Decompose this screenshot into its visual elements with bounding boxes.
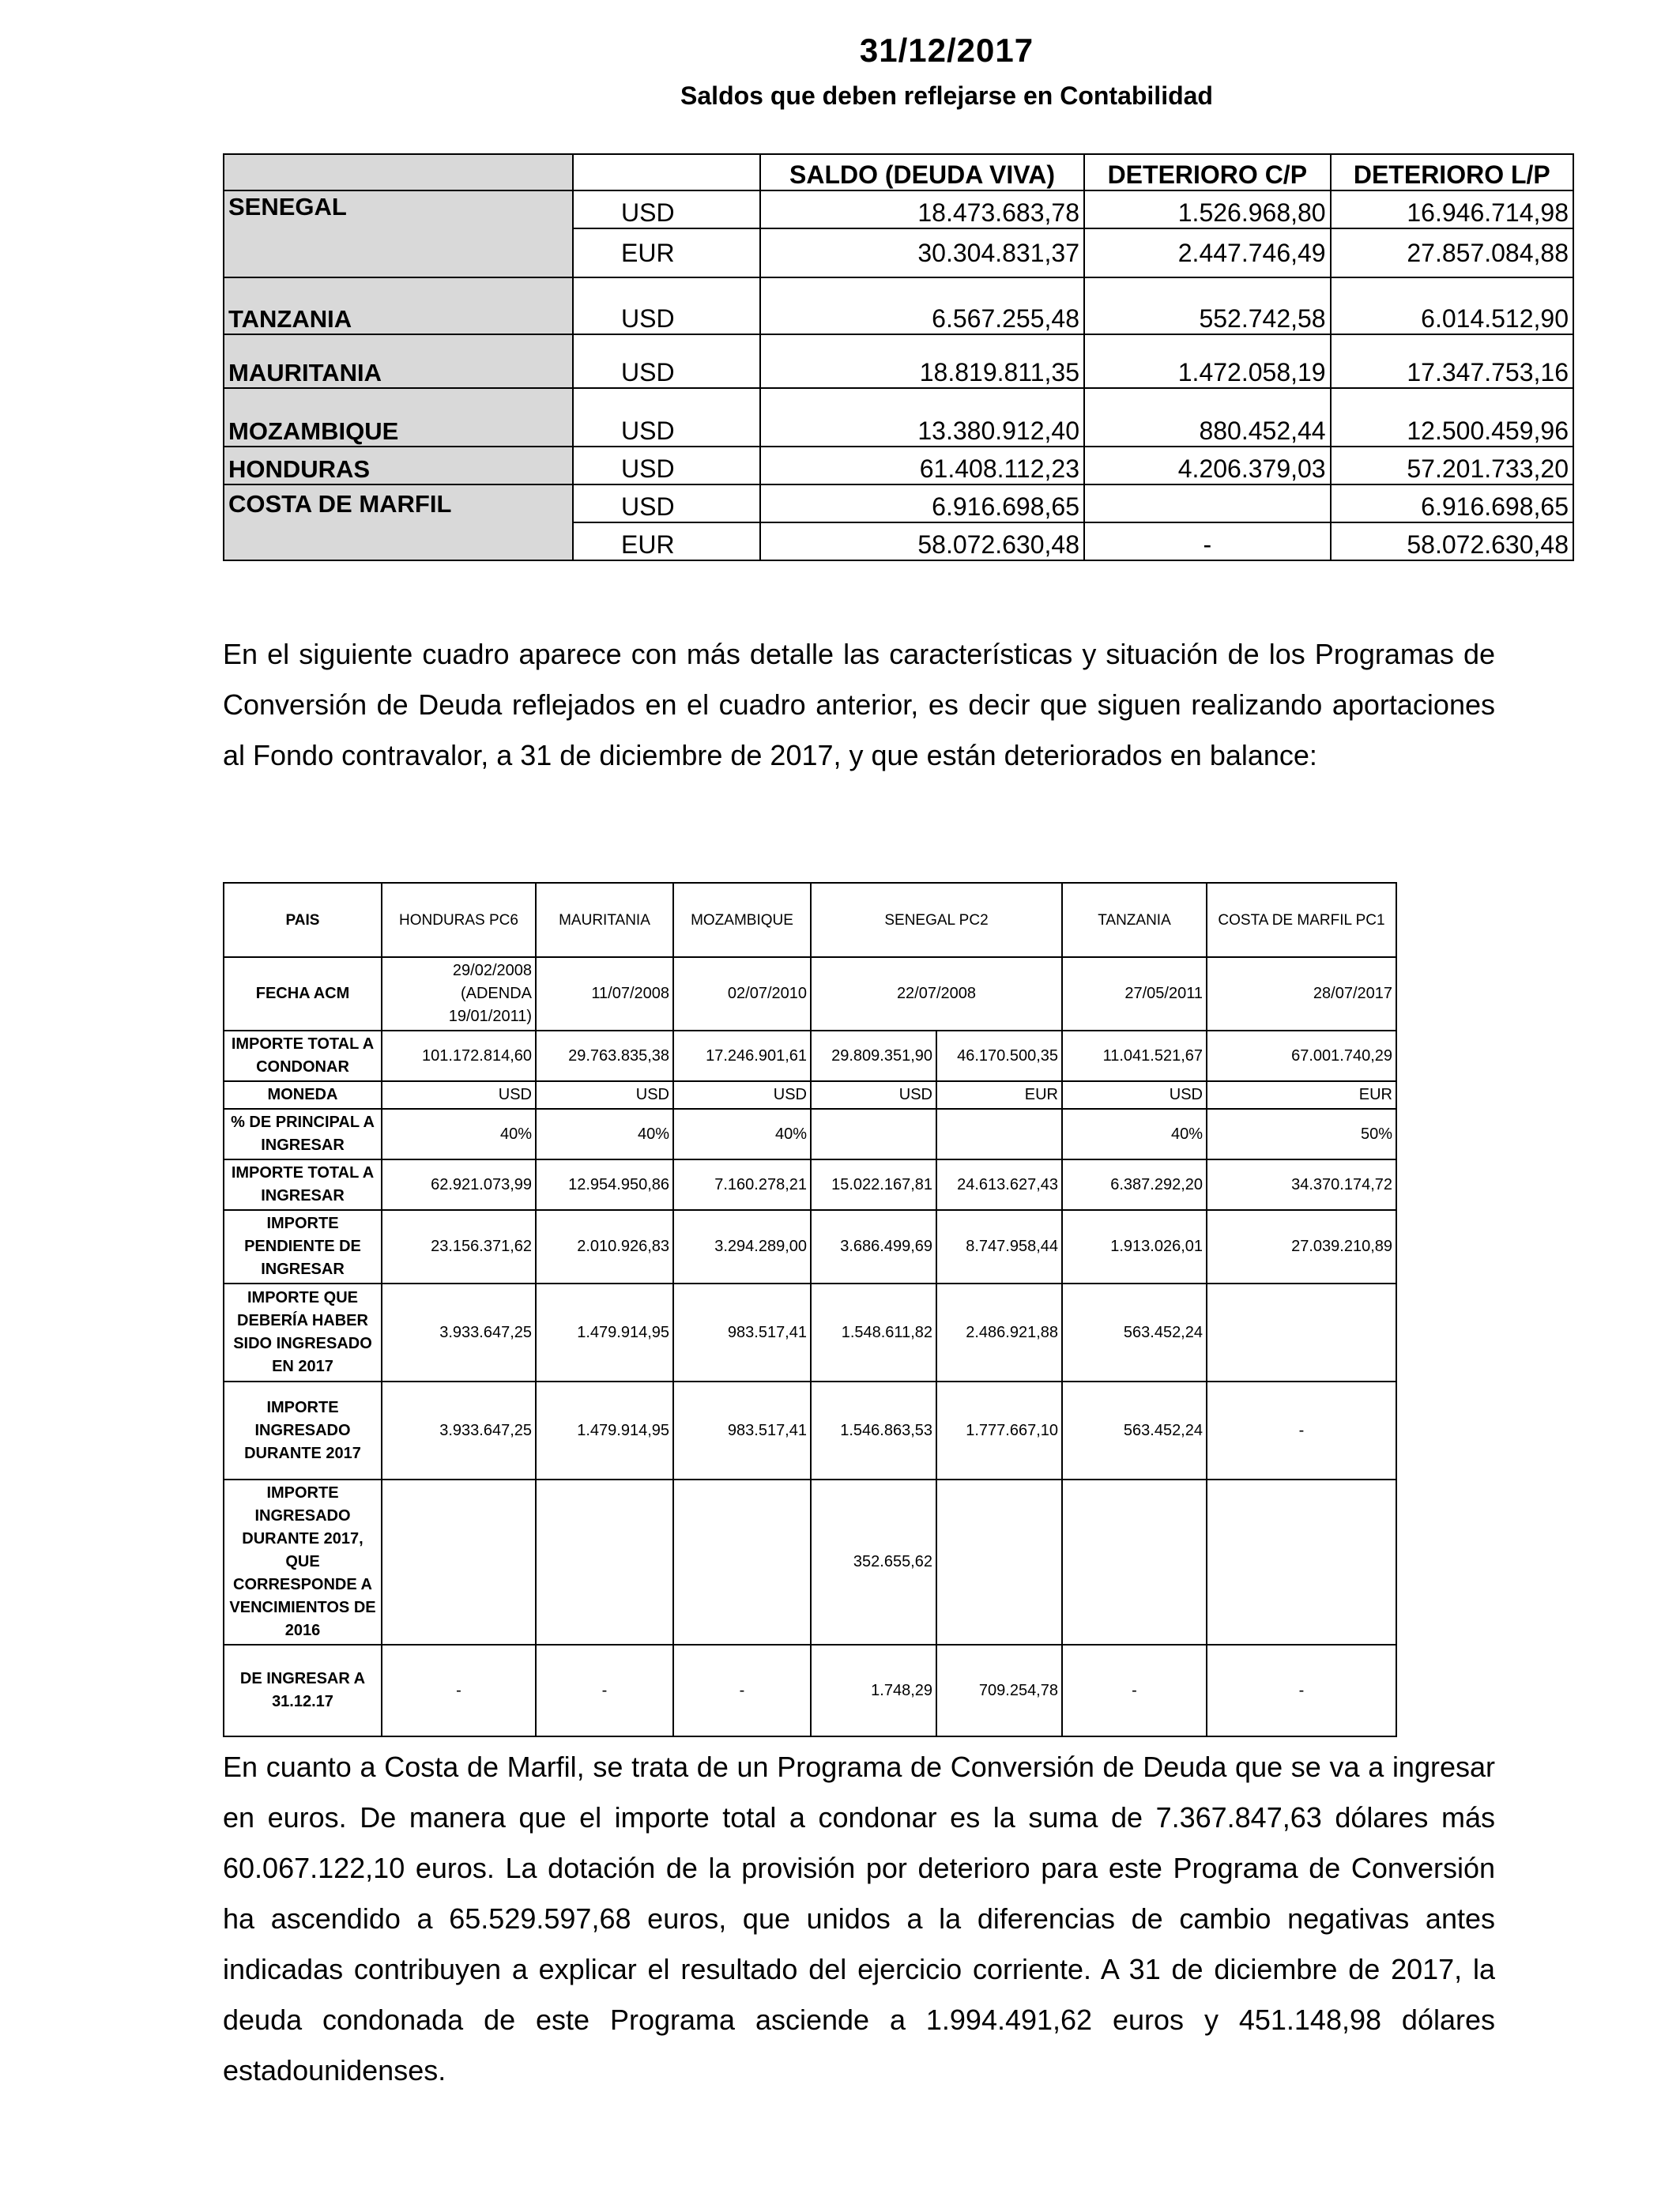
saldo-cell: 61.408.112,23 bbox=[760, 447, 1084, 484]
paragraph-intro-text: En el siguiente cuadro aparece con más detalle las características y situación de los Programas de Conversión de Deuda reflejados en el cuadro anterior, es decir que siguen realizando aportaciones al Fondo contravalor, a 31 de diciembre de 2017, y que están deteriorados en balance: bbox=[223, 638, 1495, 771]
detail-row bbox=[224, 1210, 1396, 1284]
lp-cell: 17.347.753,16 bbox=[1331, 334, 1573, 388]
fecha-mozambique: 02/07/2010 bbox=[673, 957, 811, 1031]
summary-header-blank2 bbox=[573, 154, 760, 190]
detail-cell: USD bbox=[811, 1081, 936, 1109]
detail-cell bbox=[936, 1480, 1062, 1645]
detail-cell bbox=[673, 1480, 811, 1645]
detail-cell: 2.010.926,83 bbox=[536, 1210, 673, 1284]
detail-cell: - bbox=[1062, 1645, 1207, 1736]
detail-row bbox=[224, 1159, 1396, 1210]
detail-cell: 11.041.521,67 bbox=[1062, 1031, 1207, 1081]
currency-cell: USD bbox=[573, 190, 760, 228]
row-label: IMPORTE TOTAL A INGRESAR bbox=[224, 1159, 382, 1210]
row-label: % DE PRINCIPAL A INGRESAR bbox=[224, 1109, 382, 1159]
fecha-tanzania: 27/05/2011 bbox=[1062, 957, 1207, 1031]
detail-cell: 29.763.835,38 bbox=[536, 1031, 673, 1081]
detail-cell: 2.486.921,88 bbox=[936, 1284, 1062, 1382]
detail-header-row bbox=[224, 883, 1396, 957]
lp-cell: 6.916.698,65 bbox=[1331, 484, 1573, 522]
detail-cell: 6.387.292,20 bbox=[1062, 1159, 1207, 1210]
row-label: IMPORTE TOTAL A CONDONAR bbox=[224, 1031, 382, 1081]
detail-cell: 352.655,62 bbox=[811, 1480, 936, 1645]
detail-cell: 3.294.289,00 bbox=[673, 1210, 811, 1284]
cp-cell bbox=[1084, 484, 1331, 522]
detail-row bbox=[224, 1480, 1396, 1645]
saldo-cell: 13.380.912,40 bbox=[760, 388, 1084, 447]
detail-cell: 40% bbox=[673, 1109, 811, 1159]
row-label: IMPORTE INGRESADO DURANTE 2017, QUE CORRESPONDE A VENCIMIENTOS DE 2016 bbox=[224, 1480, 382, 1645]
summary-header-cp: DETERIORO C/P bbox=[1084, 154, 1331, 190]
detail-cell: EUR bbox=[936, 1081, 1062, 1109]
fecha-honduras: 29/02/2008 (ADENDA 19/01/2011) bbox=[382, 957, 536, 1031]
detail-cell: - bbox=[673, 1645, 811, 1736]
detail-cell: 709.254,78 bbox=[936, 1645, 1062, 1736]
detail-cell: USD bbox=[1062, 1081, 1207, 1109]
detail-cell: 12.954.950,86 bbox=[536, 1159, 673, 1210]
detail-cell: 101.172.814,60 bbox=[382, 1031, 536, 1081]
detail-cell: 34.370.174,72 bbox=[1207, 1159, 1396, 1210]
paragraph-intro bbox=[223, 629, 1495, 781]
detail-cell: 15.022.167,81 bbox=[811, 1159, 936, 1210]
saldo-cell: 30.304.831,37 bbox=[760, 228, 1084, 277]
row-label: IMPORTE QUE DEBERÍA HABER SIDO INGRESADO EN 2017 bbox=[224, 1284, 382, 1382]
summary-row-costa-usd bbox=[224, 484, 1573, 522]
detail-cell bbox=[1062, 1480, 1207, 1645]
cp-cell: 1.526.968,80 bbox=[1084, 190, 1331, 228]
lp-cell: 16.946.714,98 bbox=[1331, 190, 1573, 228]
detail-cell: 1.479.914,95 bbox=[536, 1284, 673, 1382]
detail-cell: 23.156.371,62 bbox=[382, 1210, 536, 1284]
detail-cell: 62.921.073,99 bbox=[382, 1159, 536, 1210]
currency-cell: USD bbox=[573, 277, 760, 334]
detail-cell bbox=[1207, 1480, 1396, 1645]
detail-cell: USD bbox=[382, 1081, 536, 1109]
paragraph-costa bbox=[223, 1742, 1495, 2096]
currency-cell: USD bbox=[573, 334, 760, 388]
summary-header-saldo: SALDO (DEUDA VIVA) bbox=[760, 154, 1084, 190]
detail-cell: 40% bbox=[382, 1109, 536, 1159]
fecha-senegal: 22/07/2008 bbox=[811, 957, 1062, 1031]
country-label: COSTA DE MARFIL bbox=[224, 484, 573, 560]
cp-cell: 4.206.379,03 bbox=[1084, 447, 1331, 484]
detail-cell: 24.613.627,43 bbox=[936, 1159, 1062, 1210]
header-mozambique: MOZAMBIQUE bbox=[673, 883, 811, 957]
detail-cell: 1.748,29 bbox=[811, 1645, 936, 1736]
detail-cell: 8.747.958,44 bbox=[936, 1210, 1062, 1284]
country-label: TANZANIA bbox=[224, 277, 573, 334]
summary-header-row bbox=[224, 154, 1573, 190]
summary-table bbox=[223, 153, 1574, 561]
cp-cell: 2.447.746,49 bbox=[1084, 228, 1331, 277]
detail-row bbox=[224, 1645, 1396, 1736]
detail-cell: 46.170.500,35 bbox=[936, 1031, 1062, 1081]
detail-cell: 1.479.914,95 bbox=[536, 1382, 673, 1480]
currency-cell: USD bbox=[573, 447, 760, 484]
cp-cell: 552.742,58 bbox=[1084, 277, 1331, 334]
page-title: 31/12/2017 bbox=[859, 32, 1034, 69]
summary-row-mozambique bbox=[224, 388, 1573, 447]
detail-cell: 563.452,24 bbox=[1062, 1284, 1207, 1382]
detail-cell bbox=[536, 1480, 673, 1645]
detail-row bbox=[224, 1382, 1396, 1480]
country-label: HONDURAS bbox=[224, 447, 573, 484]
lp-cell: 27.857.084,88 bbox=[1331, 228, 1573, 277]
header-mauritania: MAURITANIA bbox=[536, 883, 673, 957]
detail-row-fecha bbox=[224, 957, 1396, 1031]
header-tanzania: TANZANIA bbox=[1062, 883, 1207, 957]
currency-cell: USD bbox=[573, 484, 760, 522]
saldo-cell: 6.916.698,65 bbox=[760, 484, 1084, 522]
summary-row-honduras bbox=[224, 447, 1573, 484]
saldo-cell: 6.567.255,48 bbox=[760, 277, 1084, 334]
detail-cell bbox=[811, 1109, 936, 1159]
header-honduras: HONDURAS PC6 bbox=[382, 883, 536, 957]
country-label: MOZAMBIQUE bbox=[224, 388, 573, 447]
saldo-cell: 58.072.630,48 bbox=[760, 522, 1084, 560]
country-label: SENEGAL bbox=[224, 190, 573, 277]
header-costa: COSTA DE MARFIL PC1 bbox=[1207, 883, 1396, 957]
cp-cell: 880.452,44 bbox=[1084, 388, 1331, 447]
detail-header-label: PAIS bbox=[224, 883, 382, 957]
detail-cell: 983.517,41 bbox=[673, 1382, 811, 1480]
currency-cell: EUR bbox=[573, 522, 760, 560]
detail-cell: 3.686.499,69 bbox=[811, 1210, 936, 1284]
summary-header-lp: DETERIORO L/P bbox=[1331, 154, 1573, 190]
detail-cell: 7.160.278,21 bbox=[673, 1159, 811, 1210]
paragraph-costa-text: En cuanto a Costa de Marfil, se trata de un Programa de Conversión de Deuda que se va a ingresar en euros. De manera que el importe total a condonar es la suma de 7.367.847,63 dólares más 60.067.122,10 euros. La dotación de la provisión por deterioro para este Programa de Conversión ha ascendido a 65.529.597,68 euros, que unidos a la diferencias de cambio negativas antes indicadas contribuyen a explicar el resultado del ejercicio corriente. A 31 de diciembre de 2017, la deuda condonada de este Programa asciende a 1.994.491,62 euros y 451.148,98 dólares estadounidenses. bbox=[223, 1751, 1495, 2087]
fecha-costa: 28/07/2017 bbox=[1207, 957, 1396, 1031]
detail-cell bbox=[1207, 1284, 1396, 1382]
detail-cell: 40% bbox=[536, 1109, 673, 1159]
row-label: DE INGRESAR A 31.12.17 bbox=[224, 1645, 382, 1736]
country-label: MAURITANIA bbox=[224, 334, 573, 388]
detail-cell: 67.001.740,29 bbox=[1207, 1031, 1396, 1081]
detail-table bbox=[223, 882, 1397, 1737]
detail-cell: 563.452,24 bbox=[1062, 1382, 1207, 1480]
cp-cell: 1.472.058,19 bbox=[1084, 334, 1331, 388]
detail-cell: 3.933.647,25 bbox=[382, 1382, 536, 1480]
currency-cell: USD bbox=[573, 388, 760, 447]
detail-row bbox=[224, 1284, 1396, 1382]
detail-cell: 1.913.026,01 bbox=[1062, 1210, 1207, 1284]
row-label: FECHA ACM bbox=[224, 957, 382, 1031]
detail-cell: 3.933.647,25 bbox=[382, 1284, 536, 1382]
header-senegal: SENEGAL PC2 bbox=[811, 883, 1062, 957]
detail-cell: - bbox=[536, 1645, 673, 1736]
detail-cell: - bbox=[1207, 1645, 1396, 1736]
lp-cell: 6.014.512,90 bbox=[1331, 277, 1573, 334]
detail-cell: 1.546.863,53 bbox=[811, 1382, 936, 1480]
page-subtitle: Saldos que deben reflejarse en Contabilidad bbox=[680, 81, 1213, 110]
detail-cell: 17.246.901,61 bbox=[673, 1031, 811, 1081]
row-label: IMPORTE PENDIENTE DE INGRESAR bbox=[224, 1210, 382, 1284]
detail-cell: - bbox=[1207, 1382, 1396, 1480]
detail-row bbox=[224, 1109, 1396, 1159]
fecha-mauritania: 11/07/2008 bbox=[536, 957, 673, 1031]
detail-cell bbox=[936, 1109, 1062, 1159]
detail-cell bbox=[382, 1480, 536, 1645]
detail-cell: 27.039.210,89 bbox=[1207, 1210, 1396, 1284]
detail-cell: 1.548.611,82 bbox=[811, 1284, 936, 1382]
detail-cell: 50% bbox=[1207, 1109, 1396, 1159]
detail-cell: USD bbox=[536, 1081, 673, 1109]
lp-cell: 57.201.733,20 bbox=[1331, 447, 1573, 484]
summary-header-blank bbox=[224, 154, 573, 190]
detail-cell: USD bbox=[673, 1081, 811, 1109]
summary-row-senegal-usd bbox=[224, 190, 1573, 228]
row-label: MONEDA bbox=[224, 1081, 382, 1109]
detail-cell: - bbox=[382, 1645, 536, 1736]
detail-cell: 40% bbox=[1062, 1109, 1207, 1159]
detail-cell: 1.777.667,10 bbox=[936, 1382, 1062, 1480]
row-label: IMPORTE INGRESADO DURANTE 2017 bbox=[224, 1382, 382, 1480]
detail-cell: EUR bbox=[1207, 1081, 1396, 1109]
detail-cell: 29.809.351,90 bbox=[811, 1031, 936, 1081]
detail-row bbox=[224, 1081, 1396, 1109]
currency-cell: EUR bbox=[573, 228, 760, 277]
saldo-cell: 18.473.683,78 bbox=[760, 190, 1084, 228]
detail-cell: 983.517,41 bbox=[673, 1284, 811, 1382]
summary-row-mauritania bbox=[224, 334, 1573, 388]
cp-cell: - bbox=[1084, 522, 1331, 560]
lp-cell: 12.500.459,96 bbox=[1331, 388, 1573, 447]
lp-cell: 58.072.630,48 bbox=[1331, 522, 1573, 560]
summary-row-tanzania bbox=[224, 277, 1573, 334]
detail-row bbox=[224, 1031, 1396, 1081]
saldo-cell: 18.819.811,35 bbox=[760, 334, 1084, 388]
